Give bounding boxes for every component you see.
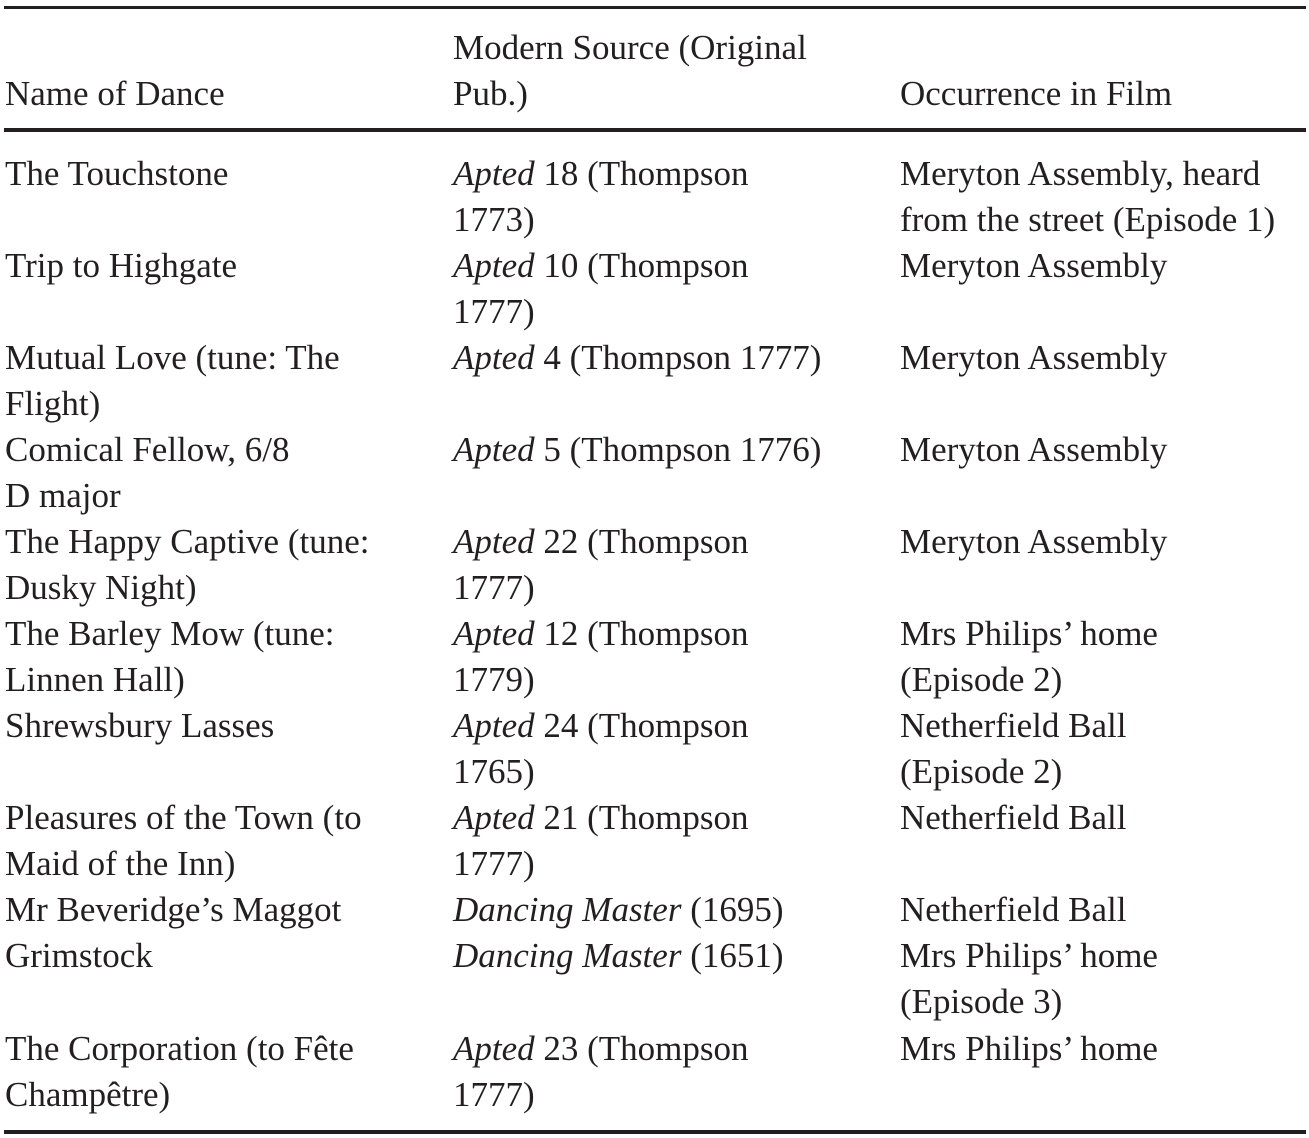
dance-occurrence-line: Netherfield Ball <box>900 706 1127 745</box>
source-detail: 18 (Thompson <box>534 154 749 193</box>
source-detail: 4 (Thompson 1777) <box>534 338 822 377</box>
table-bottom-rule <box>4 1130 1306 1134</box>
source-detail: 21 (Thompson <box>534 798 749 837</box>
dance-name <box>5 887 341 933</box>
source-title: Apted <box>453 798 535 837</box>
dance-occurrence <box>900 427 1167 473</box>
dance-occurrence <box>900 795 1126 841</box>
source-detail: (1651) <box>681 936 784 975</box>
source-detail: 12 (Thompson <box>534 614 749 653</box>
dance-source-line: 1773) <box>453 200 535 239</box>
dance-source <box>453 335 821 381</box>
dance-source <box>453 611 749 703</box>
dance-source-line: 1779) <box>453 660 535 699</box>
source-title: Apted <box>453 522 535 561</box>
source-title: Apted <box>453 246 535 285</box>
dance-occurrence-line: (Episode 2) <box>900 752 1063 791</box>
dance-name-line: Shrewsbury Lasses <box>5 706 275 745</box>
dance-source <box>453 243 749 335</box>
dance-name-line: D major <box>5 476 121 515</box>
dance-occurrence-line: (Episode 2) <box>900 660 1063 699</box>
dance-source <box>453 795 749 887</box>
dance-name-line: The Barley Mow (tune: <box>5 614 335 653</box>
dance-name-line: The Corporation (to Fête <box>5 1029 354 1068</box>
dance-name-line: Comical Fellow, 6/8 <box>5 430 290 469</box>
dance-name <box>5 519 369 611</box>
dance-source-line: 1777) <box>453 292 535 331</box>
dance-source-line <box>453 427 821 473</box>
dance-source-line <box>453 933 784 979</box>
dance-occurrence-line: Mrs Philips’ home <box>900 1029 1158 1068</box>
source-detail: (1695) <box>681 890 784 929</box>
dance-source-line <box>453 887 784 933</box>
source-title: Apted <box>453 706 535 745</box>
dance-occurrence <box>900 151 1275 243</box>
source-detail: 22 (Thompson <box>534 522 749 561</box>
dance-name <box>5 933 153 979</box>
dance-occurrence-line: Meryton Assembly <box>900 522 1168 561</box>
dance-source <box>453 703 749 795</box>
dance-source <box>453 151 749 243</box>
dance-occurrence <box>900 335 1167 381</box>
dance-name-line: The Touchstone <box>5 154 229 193</box>
dance-occurrence-line: Meryton Assembly <box>900 430 1168 469</box>
dance-name-line: Mutual Love (tune: The <box>5 338 340 377</box>
dance-source-line: 1777) <box>453 568 535 607</box>
dance-source <box>453 519 749 611</box>
dance-occurrence-line: Netherfield Ball <box>900 798 1127 837</box>
dance-occurrence <box>900 887 1126 933</box>
dance-name-line: Dusky Night) <box>5 568 197 607</box>
source-title: Apted <box>453 1029 535 1068</box>
header-occurrence-in-film: Occurrence in Film <box>900 74 1173 113</box>
dance-occurrence-line: Meryton Assembly, heard <box>900 154 1261 193</box>
dance-name <box>5 427 290 519</box>
source-title: Apted <box>453 614 535 653</box>
dance-occurrence-line: from the street (Episode 1) <box>900 200 1276 239</box>
dance-source <box>453 427 821 473</box>
dance-occurrence-line: Meryton Assembly <box>900 246 1168 285</box>
dance-name <box>5 243 237 289</box>
dance-source-line <box>453 151 749 197</box>
dance-occurrence <box>900 519 1167 565</box>
header-modern-source-line1: Modern Source (Original <box>453 28 807 67</box>
dance-source <box>453 933 784 979</box>
dance-name-line: Maid of the Inn) <box>5 844 236 883</box>
source-title: Apted <box>453 430 535 469</box>
dance-name-line: The Happy Captive (tune: <box>5 522 370 561</box>
dance-occurrence-line: Mrs Philips’ home <box>900 936 1158 975</box>
dance-occurrence <box>900 703 1126 795</box>
dance-source <box>453 1026 749 1118</box>
dance-name <box>5 795 362 887</box>
dance-source-line <box>453 703 749 749</box>
dance-source <box>453 887 784 933</box>
dance-name-line: Trip to Highgate <box>5 246 238 285</box>
source-detail: 5 (Thompson 1776) <box>534 430 822 469</box>
header-name-of-dance: Name of Dance <box>5 74 225 113</box>
dance-source-line: 1777) <box>453 844 535 883</box>
dance-name <box>5 151 228 197</box>
dance-name <box>5 1026 354 1118</box>
dance-name-line: Champêtre) <box>5 1075 171 1114</box>
dance-occurrence <box>900 611 1158 703</box>
dance-source-line <box>453 519 749 565</box>
source-detail: 10 (Thompson <box>534 246 749 285</box>
source-title: Dancing Master <box>453 890 682 929</box>
dance-name-line: Grimstock <box>5 936 153 975</box>
dance-occurrence-line: Netherfield Ball <box>900 890 1127 929</box>
header-modern-source <box>453 25 807 117</box>
dance-name <box>5 335 340 427</box>
source-title: Apted <box>453 338 535 377</box>
dance-name-line: Linnen Hall) <box>5 660 185 699</box>
dance-name-line: Flight) <box>5 384 101 423</box>
dance-name-line: Pleasures of the Town (to <box>5 798 362 837</box>
dance-name <box>5 703 274 749</box>
source-detail: 24 (Thompson <box>534 706 749 745</box>
dance-occurrence <box>900 933 1158 1025</box>
dance-source-line <box>453 795 749 841</box>
source-title: Dancing Master <box>453 936 682 975</box>
dance-occurrence-line: (Episode 3) <box>900 982 1063 1021</box>
source-title: Apted <box>453 154 535 193</box>
table-top-rule <box>4 6 1306 9</box>
header-modern-source-line2: Pub.) <box>453 74 528 113</box>
dance-name <box>5 611 335 703</box>
dance-source-line: 1777) <box>453 1075 535 1114</box>
dance-occurrence-line: Mrs Philips’ home <box>900 614 1158 653</box>
dance-source-line <box>453 611 749 657</box>
dance-source-line <box>453 1026 749 1072</box>
dance-source-line <box>453 335 821 381</box>
dance-source-line: 1765) <box>453 752 535 791</box>
source-detail: 23 (Thompson <box>534 1029 749 1068</box>
dance-source-line <box>453 243 749 289</box>
dance-occurrence-line: Meryton Assembly <box>900 338 1168 377</box>
dance-occurrence <box>900 1026 1158 1072</box>
header-rule <box>4 128 1306 132</box>
dance-name-line: Mr Beveridge’s Maggot <box>5 890 342 929</box>
dance-occurrence <box>900 243 1167 289</box>
